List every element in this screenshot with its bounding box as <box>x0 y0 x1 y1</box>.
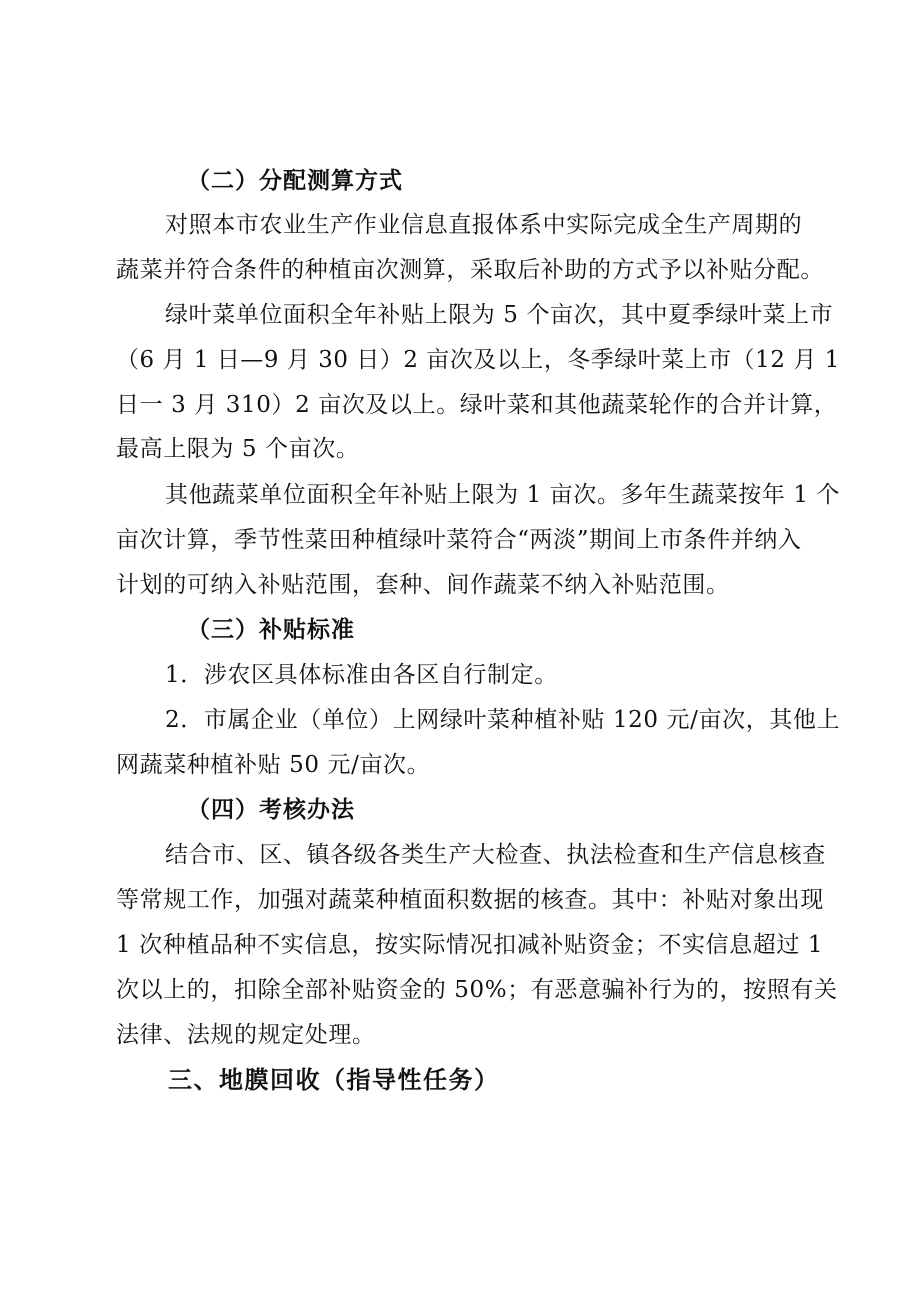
section-4-para1-line1: 结合市、区、镇各级各类生产大检查、执法检查和生产信息核查 <box>165 842 826 868</box>
section-2-para2-line2: （6 月 1 日—9 月 30 日）2 亩次及以上，冬季绿叶菜上市（12 月 1 <box>116 347 840 373</box>
section-3-item2-line2: 网蔬菜种植补贴 50 元/亩次。 <box>116 752 431 778</box>
section-2-para3-line3: 计划的可纳入补贴范围，套种、间作蔬菜不纳入补贴范围。 <box>116 572 730 598</box>
section-4-para1-line3: 1 次种植品种不实信息，按实际情况扣减补贴资金；不实信息超过 1 <box>116 932 824 958</box>
section-2-heading: （二）分配测算方式 <box>187 168 403 194</box>
section-3-item1: 1．涉农区具体标准由各区自行制定。 <box>165 662 558 688</box>
section-2-para2-line4: 最高上限为 5 个亩次。 <box>116 436 360 462</box>
section-3-item2-line1: 2．市属企业（单位）上网绿叶菜种植补贴 120 元/亩次，其他上 <box>165 707 841 733</box>
section-3-heading: （三）补贴标准 <box>187 617 355 643</box>
chapter-3-heading: 三、地膜回收（指导性任务） <box>168 1066 500 1094</box>
section-4-para1-line5: 法律、法规的规定处理。 <box>116 1022 376 1048</box>
section-2-para1-line1: 对照本市农业生产作业信息直报体系中实际完成全生产周期的 <box>165 212 803 238</box>
section-2-para2-line1: 绿叶菜单位面积全年补贴上限为 5 个亩次，其中夏季绿叶菜上市 <box>165 302 834 328</box>
section-4-heading: （四）考核办法 <box>187 797 355 823</box>
section-2-para3-line2: 亩次计算，季节性菜田种植绿叶菜符合“两淡”期间上市条件并纳入 <box>116 527 802 553</box>
section-4-para1-line2: 等常规工作，加强对蔬菜种植面积数据的核查。其中：补贴对象出现 <box>116 887 824 913</box>
section-4-para1-line4: 次以上的，扣除全部补贴资金的 50%；有恶意骗补行为的，按照有关 <box>116 977 838 1003</box>
section-2-para1-line2: 蔬菜并符合条件的种植亩次测算，采取后补助的方式予以补贴分配。 <box>116 257 824 283</box>
section-2-para2-line3: 日一 3 月 310）2 亩次及以上。绿叶菜和其他蔬菜轮作的合并计算， <box>116 392 838 418</box>
section-2-para3-line1: 其他蔬菜单位面积全年补贴上限为 1 亩次。多年生蔬菜按年 1 个 <box>165 482 841 508</box>
